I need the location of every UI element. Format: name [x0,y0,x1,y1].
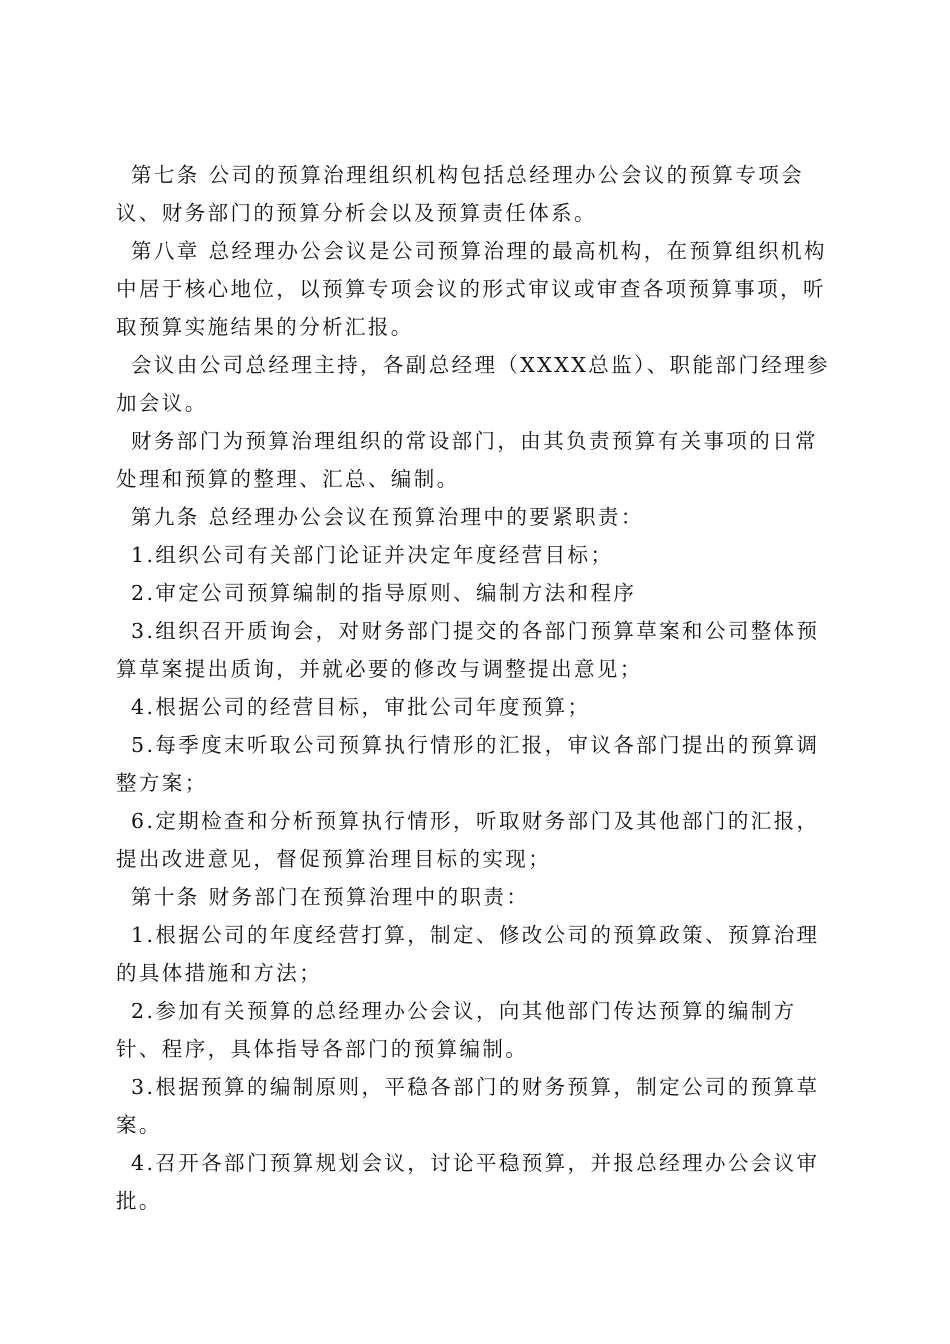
list-item-9-1: 1.组织公司有关部门论证并决定年度经营目标； [131,543,614,567]
paragraph-article-9: 第九条 总经理办公会议在预算治理中的要紧职责： [131,505,644,529]
paragraph-article-7: 第七条 公司的预算治理组织机构包括总经理办公会议的预算专项会议、财务部门的预算分析会以及预算责任体系。 [116,163,805,225]
list-item-9-2: 2.审定公司预算编制的指导原则、编制方法和程序 [131,581,637,605]
paragraph-finance-department: 财务部门为预算治理组织的常设部门，由其负责预算有关事项的日常处理和预算的整理、汇总、编制。 [116,429,818,491]
list-item-10-3: 3.根据预算的编制原则，平稳各部门的财务预算，制定公司的预算草案。 [116,1075,820,1137]
paragraph-chapter-8: 第八章 总经理办公会议是公司预算治理的最高机构，在预算组织机构中居于核心地位，以预算专项会议的形式审议或审查各项预算事项，听取预算实施结果的分析汇报。 [116,239,827,339]
list-item-10-4: 4.召开各部门预算规划会议，讨论平稳预算，并报总经理办公会议审批。 [116,1151,820,1213]
paragraph-article-10: 第十条 财务部门在预算治理中的职责： [131,885,530,909]
list-item-10-1: 1.根据公司的年度经营打算，制定、修改公司的预算政策、预算治理的具体措施和方法； [116,923,820,985]
document-body [116,156,836,1220]
list-item-9-4: 4.根据公司的经营目标，审批公司年度预算； [131,695,591,719]
list-item-9-6: 6.定期检查和分析预算执行情形，听取财务部门及其他部门的汇报，提出改进意见，督促预算治理目标的实现； [116,809,820,871]
list-item-10-2: 2.参加有关预算的总经理办公会议，向其他部门传达预算的编制方针、程序，具体指导各部门的预算编制。 [116,999,797,1061]
list-item-9-3: 3.组织召开质询会，对财务部门提交的各部门预算草案和公司整体预算草案提出质询，并就必要的修改与调整提出意见； [116,619,820,681]
list-item-9-5: 5.每季度末听取公司预算执行情形的汇报，审议各部门提出的预算调整方案； [116,733,820,795]
paragraph-meeting-chair: 会议由公司总经理主持，各副总经理（XXXX总监）、职能部门经理参加会议。 [116,353,830,415]
